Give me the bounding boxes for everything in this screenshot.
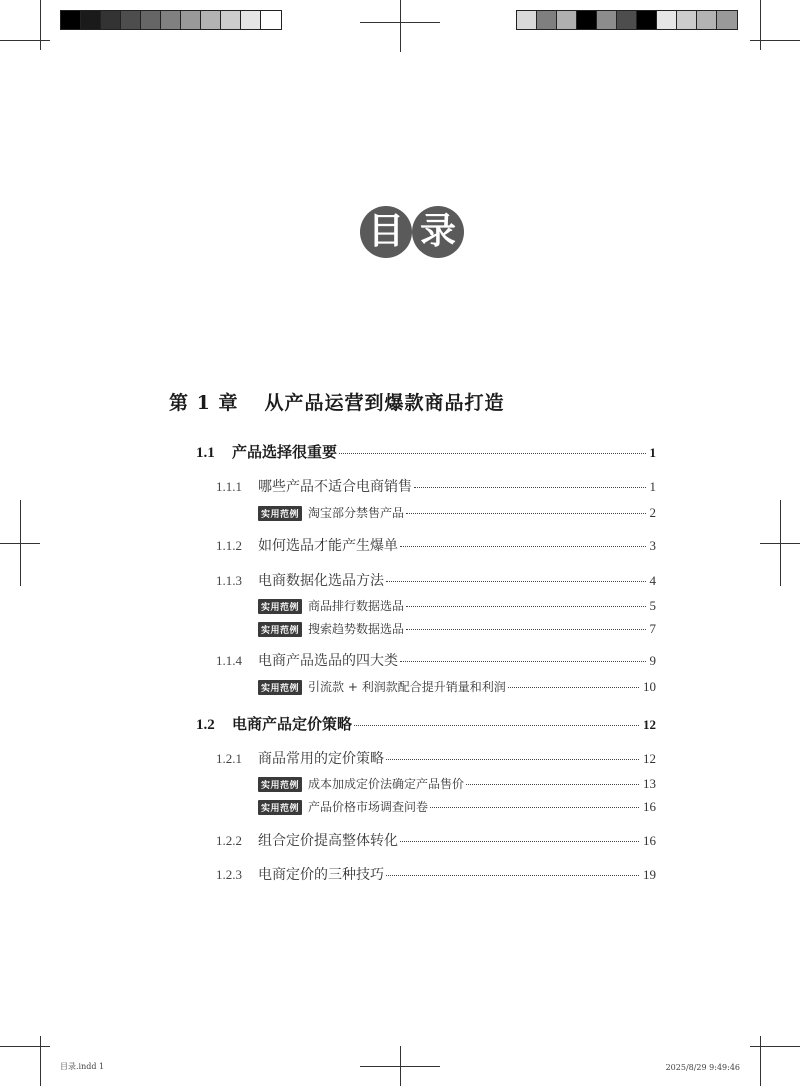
toc-entry-title: 搜索趋势数据选品 (308, 622, 405, 636)
toc-entry-number: 1.1.3 (216, 573, 242, 588)
crop-mark (360, 1066, 440, 1067)
color-calibration-bar-left (60, 10, 282, 30)
footer-file-slug: 目录.indd 1 (60, 1062, 105, 1071)
color-swatch (677, 11, 697, 29)
toc-example-entry[interactable] (258, 678, 656, 695)
toc-entry-title: 电商定价的三种技巧 (258, 867, 384, 883)
dot-leader (339, 453, 645, 454)
crop-mark (760, 0, 761, 50)
heading-char-2: 录 (419, 211, 456, 252)
crop-mark (0, 1046, 50, 1047)
toc-subsection-entry[interactable] (216, 650, 656, 670)
chapter-number: 第 1 章 (169, 392, 239, 414)
toc-entry-title: 淘宝部分禁售产品 (308, 506, 405, 520)
toc-example-entry[interactable] (258, 620, 656, 637)
toc-entry-number: 1.1 (196, 445, 215, 461)
toc-heading (360, 206, 466, 258)
color-swatch (181, 11, 201, 29)
color-swatch (637, 11, 657, 29)
color-swatch (101, 11, 121, 29)
toc-page-number: 1 (649, 445, 656, 460)
footer-timestamp: 2025/8/29 9:49:46 (665, 1063, 740, 1072)
crop-mark (760, 543, 800, 544)
toc-example-entry[interactable] (258, 504, 656, 521)
dot-leader (508, 687, 639, 688)
crop-mark (40, 1036, 41, 1086)
crop-mark (360, 22, 440, 23)
color-swatch (537, 11, 557, 29)
color-swatch (201, 11, 221, 29)
color-swatch (617, 11, 637, 29)
chapter-name: 从产品运营到爆款商品打造 (264, 392, 505, 414)
color-swatch (557, 11, 577, 29)
toc-page-number: 9 (649, 653, 656, 668)
color-swatch (141, 11, 161, 29)
toc-example-entry[interactable] (258, 597, 656, 614)
dot-leader (400, 841, 639, 842)
toc-page-number: 10 (643, 679, 656, 694)
toc-page-number: 7 (649, 621, 656, 636)
color-calibration-bar-right (516, 10, 738, 30)
dot-leader (386, 759, 639, 760)
toc-entry-number: 1.2.3 (216, 867, 242, 882)
heading-badge-2 (412, 206, 464, 258)
color-swatch (517, 11, 537, 29)
dot-leader (354, 725, 639, 726)
color-swatch (597, 11, 617, 29)
toc-subsection-entry[interactable] (216, 570, 656, 590)
toc-entry-number: 1.2 (196, 717, 215, 733)
toc-entry-title: 电商数据化选品方法 (258, 573, 384, 589)
example-tag-badge: 实用范例 (258, 800, 302, 815)
color-swatch (161, 11, 181, 29)
color-swatch (657, 11, 677, 29)
color-swatch (121, 11, 141, 29)
example-tag-badge: 实用范例 (258, 777, 302, 792)
toc-entry-title: 商品常用的定价策略 (258, 751, 384, 767)
chapter-title (169, 388, 504, 415)
toc-page-number: 5 (649, 598, 656, 613)
dot-leader (400, 546, 646, 547)
crop-mark (0, 40, 50, 41)
toc-page-number: 16 (643, 799, 656, 814)
example-tag-badge: 实用范例 (258, 622, 302, 637)
toc-entry-title: 产品选择很重要 (232, 443, 338, 461)
toc-section-entry[interactable] (196, 441, 656, 462)
color-swatch (717, 11, 737, 29)
toc-entry-number: 1.1.2 (216, 538, 242, 553)
toc-entry-number: 1.2.1 (216, 751, 242, 766)
dot-leader (466, 784, 639, 785)
dot-leader (400, 661, 646, 662)
toc-entry-title: 电商产品定价策略 (232, 715, 353, 733)
dot-leader (406, 629, 645, 630)
crop-mark (400, 0, 401, 52)
dot-leader (386, 581, 646, 582)
color-swatch (221, 11, 241, 29)
color-swatch (241, 11, 261, 29)
toc-entry-title: 如何选品才能产生爆单 (258, 538, 398, 554)
dot-leader (406, 606, 645, 607)
crop-mark (760, 1036, 761, 1086)
dot-leader (406, 513, 645, 514)
example-tag-badge: 实用范例 (258, 599, 302, 614)
toc-entry-title: 引流款 + 利润款配合提升销量和利润 (308, 680, 506, 694)
toc-subsection-entry[interactable] (216, 748, 656, 768)
toc-entry-title: 产品价格市场调查问卷 (308, 800, 429, 814)
crop-mark (750, 1046, 800, 1047)
toc-entry-number: 1.1.4 (216, 653, 242, 668)
toc-example-entry[interactable] (258, 775, 656, 792)
crop-mark (40, 0, 41, 50)
toc-page-number: 16 (643, 833, 656, 848)
crop-mark (750, 40, 800, 41)
color-swatch (577, 11, 597, 29)
color-swatch (261, 11, 281, 29)
toc-page-number: 2 (649, 505, 656, 520)
toc-subsection-entry[interactable] (216, 830, 656, 850)
example-tag-badge: 实用范例 (258, 506, 302, 521)
toc-entry-title: 商品排行数据选品 (308, 599, 405, 613)
color-swatch (81, 11, 101, 29)
toc-page-number: 13 (643, 776, 656, 791)
toc-section-entry[interactable] (196, 713, 656, 734)
toc-entry-title: 组合定价提高整体转化 (258, 833, 398, 849)
toc-page-number: 12 (643, 751, 656, 766)
heading-char-1: 目 (367, 211, 404, 252)
toc-entry-number: 1.1.1 (216, 479, 242, 494)
heading-badge-1 (360, 206, 412, 258)
dot-leader (430, 807, 639, 808)
example-tag-badge: 实用范例 (258, 680, 302, 695)
toc-page-number: 19 (643, 867, 656, 882)
toc-entry-title: 成本加成定价法确定产品售价 (308, 777, 465, 791)
color-swatch (697, 11, 717, 29)
toc-subsection-entry[interactable] (216, 476, 656, 496)
toc-page-number: 1 (649, 479, 656, 494)
dot-leader (386, 875, 639, 876)
toc-entry-number: 1.2.2 (216, 833, 242, 848)
toc-subsection-entry[interactable] (216, 535, 656, 555)
color-swatch (61, 11, 81, 29)
toc-subsection-entry[interactable] (216, 864, 656, 884)
crop-mark (0, 543, 40, 544)
toc-page-number: 3 (649, 538, 656, 553)
toc-page-number: 12 (643, 717, 656, 732)
toc-example-entry[interactable] (258, 798, 656, 815)
toc-entry-title: 电商产品选品的四大类 (258, 653, 398, 669)
toc-page-number: 4 (649, 573, 656, 588)
dot-leader (414, 487, 646, 488)
toc-entry-title: 哪些产品不适合电商销售 (258, 479, 412, 495)
